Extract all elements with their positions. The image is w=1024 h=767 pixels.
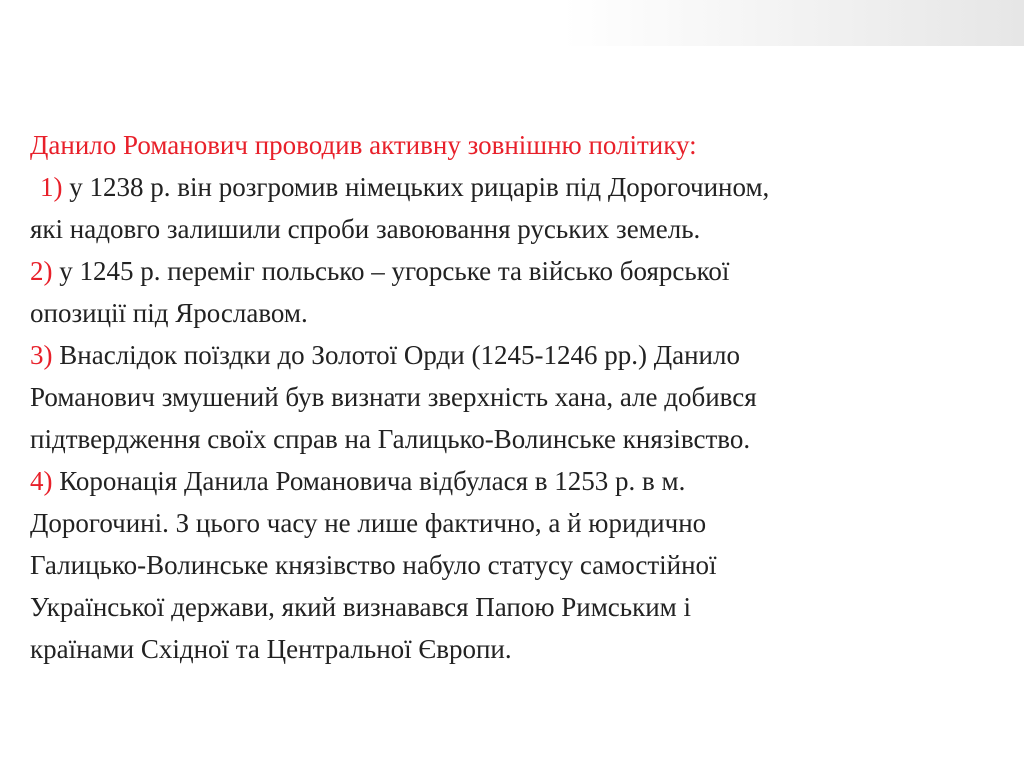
list-item-4-text-5: країнами Східної та Центральної Європи. [30,634,512,664]
list-item-4-line-1 [30,460,990,502]
list-item-2-text-1: у 1245 р. переміг польсько – угорське та військо боярської [59,256,730,286]
list-item-1-text-2: які надовго залишили спроби завоювання руських земель. [30,214,701,244]
list-item-4-number: 4) [30,466,53,496]
list-item-4-text-2: Дорогочині. З цього часу не лише фактично, а й юридично [30,508,707,538]
list-item-4-text-3: Галицько-Волинське князівство набуло статусу самостійної [30,550,717,580]
list-item-4-text-1: Коронація Данила Романовича відбулася в 1253 р. в м. [59,466,686,496]
slide-text-block [30,124,990,670]
list-item-1-number: 1) [40,172,63,202]
list-item-1-text-1: у 1238 р. він розгромив німецьких рицарів під Дорогочином, [69,172,770,202]
slide-header-bar [0,0,1024,46]
list-item-4-text-4: Української держави, який визнавався Папою Римським і [30,592,691,622]
list-item-2-text-2: опозиції під Ярославом. [30,298,308,328]
list-item-3-text-1: Внаслідок поїздки до Золотої Орди (1245-1246 рр.) Данило [59,340,740,370]
list-item-1-line-1 [30,166,990,208]
list-item-3-line-1 [30,334,990,376]
list-item-3-text-3: підтвердження своїх справ на Галицько-Волинське князівство. [30,424,751,454]
intro-heading: Данило Романович проводив активну зовнішню політику: [30,130,697,160]
list-item-2-line-1 [30,250,990,292]
list-item-3-text-2: Романович змушений був визнати зверхність хана, але добився [30,382,757,412]
list-item-2-number: 2) [30,256,53,286]
list-item-3-number: 3) [30,340,53,370]
